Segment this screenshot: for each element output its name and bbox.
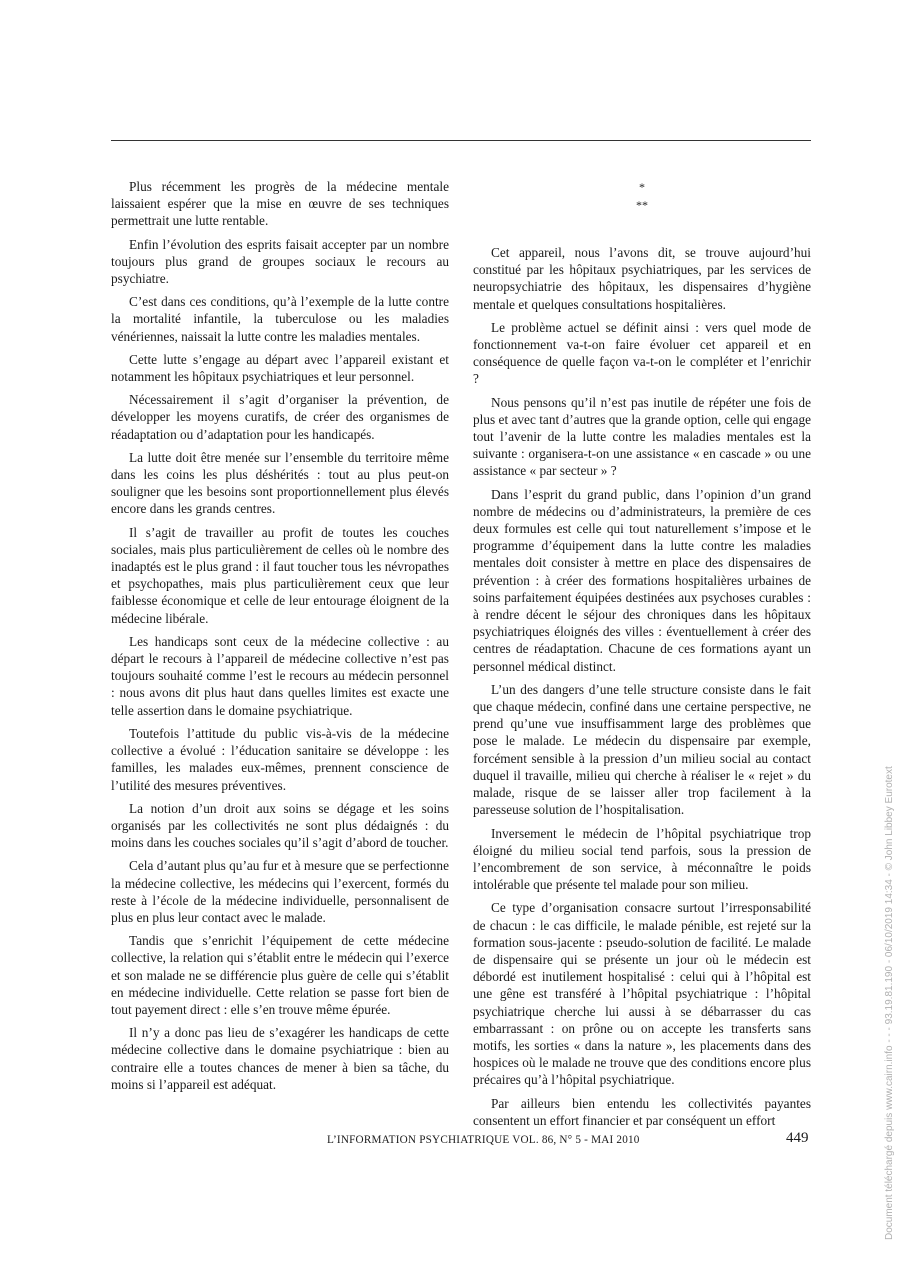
paragraph: Plus récemment les progrès de la médecine mentale laissaient espérer que la mise en œuvre de ses techniques permettrait une lutte rentable.	[111, 179, 449, 229]
paragraph: Par ailleurs bien entendu les collectivités payantes consentent un effort financier et par conséquent un effort	[473, 1095, 811, 1128]
paragraph: Il s’agit de travailler au profit de toutes les couches sociales, mais plus particulièrement de celles où le nombre des inadaptés est le plus grand : il faut toucher tous les névropathes et psychopathes, mais plus particulièrement ceux que leur faiblesse économique et celle de leur entourage éloignent de la médecine libérale.	[111, 524, 449, 626]
paragraph: Il n’y a donc pas lieu de s’exagérer les handicaps de cette médecine collective dans le domaine psychiatrique : bien au contraire elle a toutes chances de mener à bien sa tâche, du moins si l’appareil est adéquat.	[111, 1025, 449, 1092]
paragraph: La notion d’un droit aux soins se dégage et les soins organisés par les collectivités ne sont plus dédaignés : du moins dans les couches sociales qu’il s’agit d’abord de toucher.	[111, 800, 449, 851]
paragraph: Ce type d’organisation consacre surtout l’irresponsabilité de chacun : le cas difficile, le malade pénible, est rejeté sur la formation sous-jacente : pseudo-solution de facilité. Le malade de dispensaire qui se présente un jour où le médecin est débordé est inutilement hospitalisé : celui qui à l’hôpital est une gêne est transféré à l’hôpital psychiatrique : l’hôpital psychiatrique cherche lui aussi à se débarrasser du cas embarrassant : on prône ou on accepte les transferts sans motifs, les sorties « dans la nature », les placements dans des hospices où le malade ne trouve que des conditions encore plus précaires qu’à l’hôpital psychiatrique.	[473, 900, 811, 1088]
paragraph: Le problème actuel se définit ainsi : vers quel mode de fonctionnement va-t-on faire évoluer cet appareil et en conséquence de quelle façon va-t-on le compléter et l’enrichir ?	[473, 319, 811, 387]
paragraph: L’un des dangers d’une telle structure consiste dans le fait que chaque médecin, confiné dans une certaine perspective, ne prend qu’une vue insuffisamment large des problèmes que pose le malade. Le médecin du dispensaire par exemple, forcément sensible à la pression d’un milieu social au contact duquel il travaille, milieu qui cherche à réaliser le « rejet » du malade, risque de se laisser aller trop facilement à la paresseuse solution de l’hospitalisation.	[473, 681, 811, 818]
section-break-stars: **	[636, 198, 648, 212]
paragraph: Cela d’autant plus qu’au fur et à mesure que se perfectionne la médecine collective, les médecins qui l’exercent, formés du reste à l’école de la médecine individuelle, personnalisent de plus en plus leur contact avec le malade.	[111, 858, 449, 925]
paragraph: Nécessairement il s’agit d’organiser la prévention, de développer les moyens curatifs, de créer des organismes de réadaptation ou d’adaptation pour les handicapés.	[111, 392, 449, 442]
section-break	[473, 178, 811, 214]
paragraph: Les handicaps sont ceux de la médecine collective : au départ le recours à l’appareil de médecine collective n’est pas toujours souhaité comme l’est le recours au médecin personnel : nous avons dit plus haut dans quelles limites est exacte une telle assertion dans le domaine psychiatrique.	[111, 633, 449, 718]
section-break-star: *	[639, 180, 645, 194]
page-number: 449	[786, 1130, 809, 1146]
paragraph: C’est dans ces conditions, qu’à l’exemple de la lutte contre la mortalité infantile, la tuberculose ou les maladies vénériennes, naissait la lutte contre les maladies mentales.	[111, 294, 449, 344]
paragraph: Inversement le médecin de l’hôpital psychiatrique trop éloigné du milieu social tend parfois, sous la pression de l’encombrement de son service, à méconnaître le poids intolérable que présente tel malade pour son milieu.	[473, 825, 811, 893]
left-column	[111, 178, 449, 1099]
download-watermark: Document téléchargé depuis www.cairn.info - - - 93.19.81.190 - 06/10/2019 14:34 - © John Libbey Eurotext	[884, 766, 895, 1240]
paragraph: Cette lutte s’engage au départ avec l’appareil existant et notamment les hôpitaux psychiatriques et leur personnel.	[111, 351, 449, 385]
paragraph: La lutte doit être menée sur l’ensemble du territoire même dans les coins les plus déshérités : tout au plus peut-on souligner que les besoins sont proportionnellement plus élevés encore dans les grands centres.	[111, 449, 449, 517]
header-rule	[111, 140, 811, 141]
paragraph: Tandis que s’enrichit l’équipement de cette médecine collective, la relation qui s’établit entre le médecin qui l’exerce et son malade ne se différencie plus guère de celle qui s’établit en médecine individuelle. Cette relation se passe fort bien de tout payement direct : elle s’en trouve même épurée.	[111, 933, 449, 1017]
right-column	[473, 178, 811, 1135]
journal-footer: L’INFORMATION PSYCHIATRIQUE VOL. 86, N° 5 - MAI 2010	[327, 1134, 640, 1146]
paragraph: Toutefois l’attitude du public vis-à-vis de la médecine collective a évolué : l’éducation sanitaire se développe : les familles, les malades eux-mêmes, prennent conscience de l’utilité des mesures préventives.	[111, 725, 449, 793]
paragraph: Nous pensons qu’il n’est pas inutile de répéter une fois de plus et avec tant d’autres que la grande option, celle qui engage tout l’avenir de la lutte contre les maladies mentales est la suivante : organisera-t-on une assistance « en cascade » ou une assistance « par secteur » ?	[473, 394, 811, 479]
paragraph: Enfin l’évolution des esprits faisait accepter par un nombre toujours plus grand de groupes sociaux le recours au psychiatre.	[111, 236, 449, 287]
paragraph: Dans l’esprit du grand public, dans l’opinion d’un grand nombre de médecins ou d’administrateurs, la première de ces deux formules est celle qui tout naturellement s’impose et le programme d’équipement dans la lutte contre les maladies mentales doit consister à mettre en place des dispensaires de prévention : à créer des formations hospitalières urbaines de soins parfaitement équipées destinées aux psychoses curables : à rendre décent le séjour des chroniques dans les hôpitaux psychiatriques éloignés des villes : éventuellement à créer des centres de réadaptation. Chacune de ces formations ayant un personnel médical distinct.	[473, 486, 811, 674]
paragraph: Cet appareil, nous l’avons dit, se trouve aujourd’hui constitué par les hôpitaux psychiatriques, par les services de neuropsychiatrie des hôpitaux, les dispensaires d’hygiène mentale et quelques consultations hospitalières.	[473, 245, 811, 312]
